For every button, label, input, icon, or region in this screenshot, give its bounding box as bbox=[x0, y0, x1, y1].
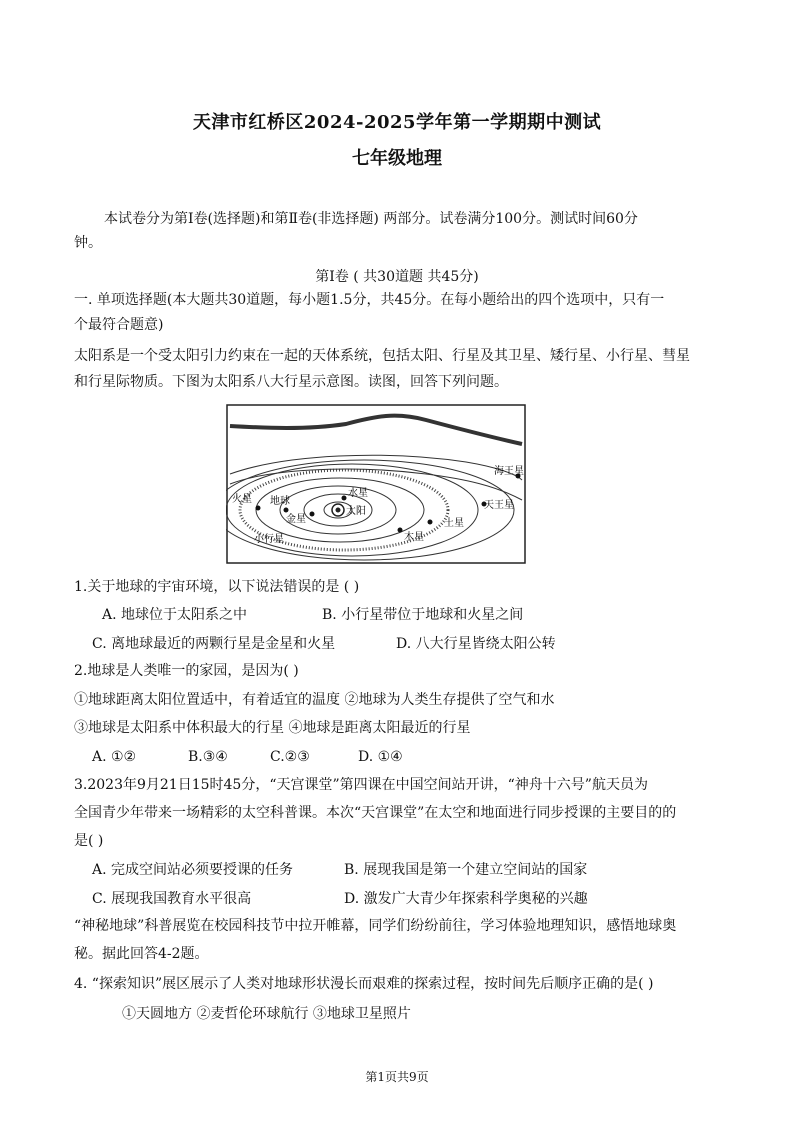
label-jupiter: 木星 bbox=[404, 532, 424, 543]
section-instruction-1: 一. 单项选择题(本大题共30道题，每小题1.5分，共45分。在每小题给出的四个选项中，只有一 bbox=[74, 292, 665, 308]
section-instruction-2: 个最符合题意) bbox=[74, 317, 164, 333]
label-uranus: 天王星 bbox=[484, 500, 514, 511]
q3-option-a[interactable]: A. 完成空间站必须要授课的任务 bbox=[92, 862, 294, 878]
q1-option-a[interactable]: A. 地球位于太阳系之中 bbox=[102, 607, 248, 623]
sun-core bbox=[336, 508, 341, 513]
intro-line-2: 钟。 bbox=[74, 235, 102, 251]
q2-statements-2: ③地球是太阳系中体积最大的行星 ④地球是距离太阳最近的行星 bbox=[74, 720, 471, 736]
label-mercury: 水星 bbox=[348, 488, 368, 499]
passage-line-1: 太阳系是一个受太阳引力约束在一起的天体系统，包括太阳、行星及其卫星、矮行星、小行星、彗星 bbox=[74, 348, 690, 364]
q2-option-d[interactable]: D. ①④ bbox=[358, 749, 403, 765]
q1-option-c[interactable]: C. 离地球最近的两颗行星是金星和火星 bbox=[92, 636, 336, 652]
q4-items: ①天圆地方 ②麦哲伦环球航行 ③地球卫星照片 bbox=[122, 1006, 411, 1022]
q3-stem-1: 3.2023年9月21日15时45分，“天宫课堂”第四课在中国空间站开讲，“神舟十六号”航天员为 bbox=[74, 777, 648, 793]
q2-stem: 2.地球是人类唯一的家园，是因为( ) bbox=[74, 663, 299, 679]
q3-stem-2: 全国青少年带来一场精彩的太空科普课。本次“天宫课堂”在太空和地面进行同步授课的主要目的的 bbox=[74, 805, 677, 821]
venus-dot bbox=[310, 512, 315, 517]
page-footer: 第1页共9页 bbox=[365, 1070, 429, 1084]
q3-option-d[interactable]: D. 激发广大青少年探索科学奥秘的兴趣 bbox=[344, 891, 588, 907]
exam-subtitle: 七年级地理 bbox=[352, 148, 442, 169]
q4-stem: 4. “探索知识”展区展示了人类对地球形状漫长而艰难的探索过程，按时间先后顺序正确的是( ) bbox=[74, 976, 654, 992]
mars-dot bbox=[256, 506, 261, 511]
label-asteroid: 小行星 bbox=[254, 534, 284, 545]
q3-option-b[interactable]: B. 展现我国是第一个建立空间站的国家 bbox=[344, 862, 588, 878]
label-neptune: 海王星 bbox=[494, 466, 524, 477]
earth-dot bbox=[284, 508, 289, 513]
label-saturn: 土星 bbox=[444, 518, 464, 529]
q1-option-b[interactable]: B. 小行星带位于地球和火星之间 bbox=[322, 607, 524, 623]
passage2-line-2: 秘。据此回答4-2题。 bbox=[74, 946, 209, 962]
mercury-dot bbox=[342, 496, 347, 501]
exam-title: 天津市红桥区2024-2025学年第一学期期中测试 bbox=[192, 112, 602, 133]
intro-line-1: 本试卷分为第Ⅰ卷(选择题)和第Ⅱ卷(非选择题) 两部分。试卷满分100分。测试时间60分 bbox=[104, 211, 638, 227]
label-venus: 金星 bbox=[286, 514, 306, 525]
solar-system-svg bbox=[226, 404, 526, 564]
q2-option-c[interactable]: C.②③ bbox=[270, 749, 310, 765]
label-sun: 太阳 bbox=[346, 506, 366, 517]
label-mars: 火星 bbox=[232, 494, 252, 505]
passage2-line-1: “神秘地球”科普展览在校园科技节中拉开帷幕，同学们纷纷前往，学习体验地理知识，感悟地球奥 bbox=[74, 918, 677, 934]
saturn-dot bbox=[428, 520, 433, 525]
q2-option-b[interactable]: B.③④ bbox=[188, 749, 228, 765]
q1-stem: 1.关于地球的宇宙环境，以下说法错误的是 ( ) bbox=[74, 579, 360, 595]
q3-stem-3: 是( ) bbox=[74, 833, 104, 849]
q2-statements-1: ①地球距离太阳位置适中，有着适宜的温度 ②地球为人类生存提供了空气和水 bbox=[74, 692, 555, 708]
q3-option-c[interactable]: C. 展现我国教育水平很高 bbox=[92, 891, 252, 907]
solar-system-diagram bbox=[226, 404, 526, 564]
label-earth: 地球 bbox=[270, 496, 290, 507]
section-heading: 第Ⅰ卷 ( 共30道题 共45分) bbox=[315, 269, 479, 285]
q2-option-a[interactable]: A. ①② bbox=[92, 749, 137, 765]
q1-option-d[interactable]: D. 八大行星皆绕太阳公转 bbox=[396, 636, 556, 652]
jupiter-dot bbox=[398, 528, 403, 533]
passage-line-2: 和行星际物质。下图为太阳系八大行星示意图。读图，回答下列问题。 bbox=[74, 374, 508, 390]
